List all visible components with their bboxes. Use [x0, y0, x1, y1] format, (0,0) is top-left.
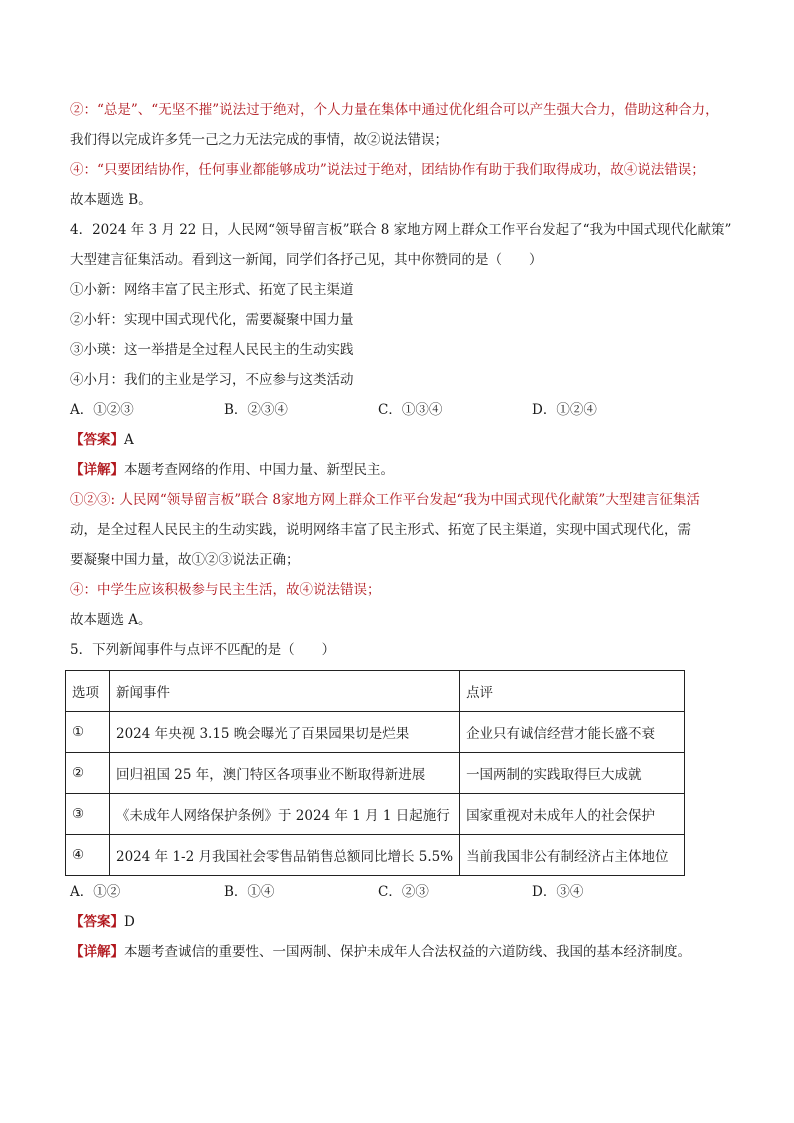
- q4-option-b: B．②③④: [224, 402, 288, 418]
- q4-answer-value: A: [124, 432, 134, 448]
- q4-conclusion: 故本题选 A。: [70, 612, 152, 628]
- q5-option-b: B．①④: [224, 884, 275, 900]
- q3-analysis-item2-line2: 我们得以完成许多凭一己之力无法完成的事情，故②说法错误；: [70, 132, 448, 148]
- table-cell: 当前我国非公有制经济占主体地位: [460, 835, 685, 876]
- table-row: [66, 712, 685, 753]
- table-header-cell: 新闻事件: [110, 671, 460, 712]
- q5-analysis-intro: 本题考查诚信的重要性、一国两制、保护未成年人合法权益的六道防线、我国的基本经济制度。: [124, 944, 691, 960]
- table-cell: ②: [66, 753, 110, 794]
- table-cell: 2024 年 1-2 月我国社会零售品销售总额同比增长 5.5%: [110, 835, 460, 876]
- q4-correct-line2: 动，是全过程人民民主的生动实践，说明网络丰富了民主形式、拓宽了民主渠道，实现中国式现代化，需: [70, 522, 691, 538]
- q4-statement-3: ③小瑛：这一举措是全过程人民民主的生动实践: [70, 342, 354, 358]
- q4-wrong-line: ④：中学生应该积极参与民主生活，故④说法错误；: [70, 582, 381, 598]
- q4-options: [70, 400, 730, 420]
- table-cell: ③: [66, 794, 110, 835]
- q4-option-d: D．①②④: [532, 402, 597, 418]
- table-row: [66, 794, 685, 835]
- table-cell: 回归祖国 25 年，澳门特区各项事业不断取得新进展: [110, 753, 460, 794]
- q4-analysis: [70, 460, 730, 480]
- table-cell: 《未成年人网络保护条例》于 2024 年 1 月 1 日起施行: [110, 794, 460, 835]
- q5-analysis-label: 【详解】: [70, 944, 124, 960]
- q4-statement-4: ④小月：我们的主业是学习，不应参与这类活动: [70, 372, 354, 388]
- q4-stem-line2: 大型建言征集活动。看到这一新闻，同学们各抒己见，其中你赞同的是（ ）: [70, 252, 543, 268]
- table-cell: 企业只有诚信经营才能长盛不衰: [460, 712, 685, 753]
- q4-statement-2: ②小轩：实现中国式现代化，需要凝聚中国力量: [70, 312, 354, 328]
- q5-option-c: C．②③: [378, 884, 429, 900]
- q3-analysis-item2-line1: ②：“总是”、“无坚不摧”说法过于绝对，个人力量在集体中通过优化组合可以产生强大合力，借助这种合力，: [70, 102, 719, 118]
- q4-analysis-intro: 本题考查网络的作用、中国力量、新型民主。: [124, 462, 394, 478]
- table-header-cell: 点评: [460, 671, 685, 712]
- q4-answer: [70, 430, 730, 450]
- q5-table: [65, 670, 685, 876]
- q5-option-a: A．①②: [70, 884, 121, 900]
- q5-option-d: D．③④: [532, 884, 584, 900]
- q4-analysis-label: 【详解】: [70, 462, 124, 478]
- q4-correct-line1: ①②③: 人民网“领导留言板”联合 8家地方网上群众工作平台发起“我为中国式现代化献策”大型建言征集活: [70, 492, 700, 508]
- table-row: [66, 753, 685, 794]
- q5-analysis: [70, 942, 730, 962]
- q4-answer-label: 【答案】: [70, 432, 124, 448]
- document-page: [70, 100, 730, 972]
- q4-option-a: A．①②③: [70, 402, 134, 418]
- table-row: [66, 835, 685, 876]
- q3-conclusion: 故本题选 B。: [70, 192, 152, 208]
- table-cell: 一国两制的实践取得巨大成就: [460, 753, 685, 794]
- table-cell: ④: [66, 835, 110, 876]
- q4-statement-1: ①小新：网络丰富了民主形式、拓宽了民主渠道: [70, 282, 354, 298]
- q4-stem-line1: 4．2024 年 3 月 22 日，人民网“领导留言板”联合 8 家地方网上群众工作平台发起了“我为中国式现代化献策”: [70, 222, 732, 238]
- q4-correct-line3: 要凝聚中国力量，故①②③说法正确；: [70, 552, 300, 568]
- table-header-cell: 选项: [66, 671, 110, 712]
- q5-stem: 5．下列新闻事件与点评不匹配的是（ ）: [70, 642, 336, 658]
- table-header-row: [66, 671, 685, 712]
- q4-option-c: C．①③④: [378, 402, 443, 418]
- q3-analysis-item4-line: ④：“只要团结协作，任何事业都能够成功”说法过于绝对，团结协作有助于我们取得成功，故④说法错误；: [70, 162, 705, 178]
- table-cell: 国家重视对未成年人的社会保护: [460, 794, 685, 835]
- table-cell: ①: [66, 712, 110, 753]
- q5-answer: [70, 912, 730, 932]
- q5-options: [70, 882, 730, 902]
- q5-answer-label: 【答案】: [70, 914, 124, 930]
- table-cell: 2024 年央视 3.15 晚会曝光了百果园果切是烂果: [110, 712, 460, 753]
- q5-answer-value: D: [124, 914, 135, 930]
